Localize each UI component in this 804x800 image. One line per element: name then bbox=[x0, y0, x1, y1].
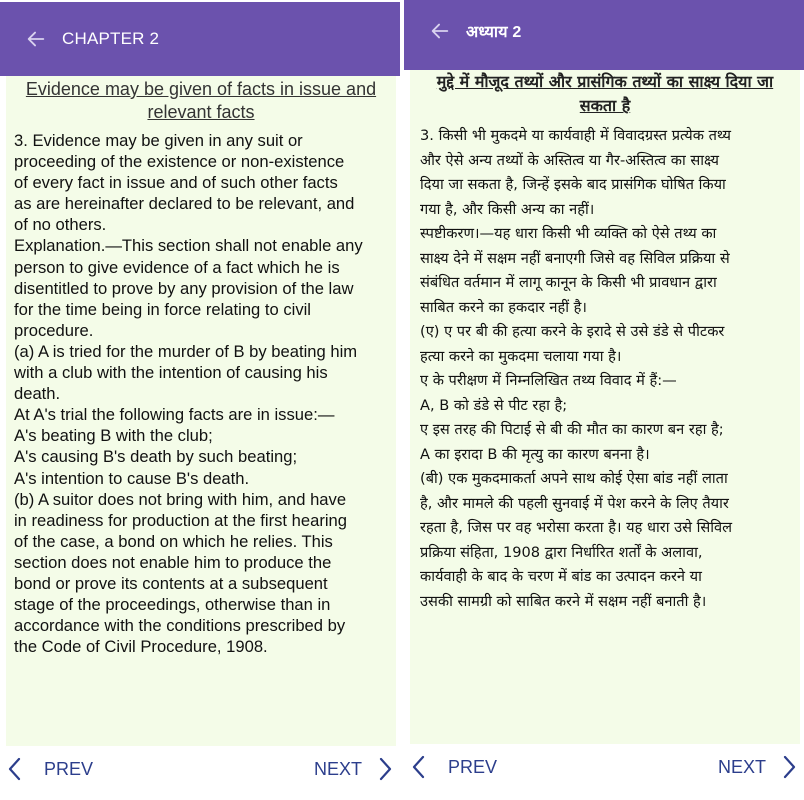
next-button[interactable] bbox=[718, 754, 798, 780]
back-button[interactable] bbox=[418, 9, 462, 53]
page-title: CHAPTER 2 bbox=[62, 29, 160, 48]
app-bar bbox=[0, 2, 400, 76]
next-label: NEXT bbox=[717, 756, 766, 777]
english-screen bbox=[0, 0, 400, 800]
section-heading: मुद्दे में मौजूद तथ्यों और प्रासंगिक तथ्यों का साक्ष्य दिया जा सकता है bbox=[436, 72, 774, 115]
back-button[interactable] bbox=[14, 17, 58, 61]
chevron-left-icon bbox=[410, 754, 428, 780]
chapter-content[interactable] bbox=[410, 70, 800, 744]
prev-label: PREV bbox=[44, 758, 94, 779]
prev-button[interactable] bbox=[6, 756, 93, 782]
bottom-navigation bbox=[404, 744, 804, 790]
section-text: 3. Evidence may be given in any suit or proceeding of the existence or non-existence of every fact in issue and of such other facts as are hereinafter declared to be relevant, and of no others. Explanation.—This section shall not enable any person to give evidence of a fact which he is disentitled to prove by any provision of the law for the time being in force relating to civil procedure. (a) A is tried for the murder of B by beating him with a club with the intention of causing his death. At A's trial the following facts are in issue:— A's beating B with the club; A's causing B's death by such beating; A's intention to cause B's death. (b) A suitor does not bring with him, and have in readiness for production at the first hearing of the case, a bond on which he relies. This section does not enable him to produce the bond or prove its contents at a subsequent stage of the proceedings, otherwise than in accordance with the conditions prescribed by the Code of Civil Procedure, 1908. bbox=[14, 131, 363, 657]
hindi-screen bbox=[404, 0, 804, 800]
section-heading: Evidence may be given of facts in issue and relevant facts bbox=[25, 79, 377, 122]
arrow-left-icon bbox=[25, 28, 47, 50]
chapter-content[interactable] bbox=[6, 76, 396, 746]
next-label: NEXT bbox=[313, 758, 362, 779]
prev-label: PREV bbox=[448, 756, 498, 777]
bottom-navigation bbox=[0, 746, 400, 792]
chevron-right-icon bbox=[780, 754, 798, 780]
next-button[interactable] bbox=[314, 756, 394, 782]
chevron-right-icon bbox=[376, 756, 394, 782]
chevron-left-icon bbox=[6, 756, 24, 782]
app-bar bbox=[404, 0, 804, 70]
arrow-left-icon bbox=[429, 20, 451, 42]
page-title: अध्याय 2 bbox=[466, 24, 522, 41]
prev-button[interactable] bbox=[410, 754, 497, 780]
section-text: 3. किसी भी मुकदमे या कार्यवाही में विवादग्रस्त प्रत्येक तथ्य और ऐसे अन्य तथ्यों के अस्तित्व या गैर-अस्तित्व का साक्ष्य दिया जा सकता है, जिन्हें इसके बाद प्रासंगिक घोषित किया गया है, और किसी अन्य का नहीं। स्पष्टीकरण।—यह धारा किसी भी व्यक्ति को ऐसे तथ्य का साक्ष्य देने में सक्षम नहीं बनाएगी जिसे वह सिविल प्रक्रिया से संबंधित वर्तमान में लागू कानून के किसी भी प्रावधान द्वारा साबित करने का हकदार नहीं है। (ए) ए पर बी की हत्या करने के इरादे से उसे डंडे से पीटकर हत्या करने का मुकदमा चलाया गया है। ए के परीक्षण में निम्नलिखित तथ्य विवाद में हैं:— A, B को डंडे से पीट रहा है; ए इस तरह की पिटाई से बी की मौत का कारण बन रहा है; A का इरादा B की मृत्यु का कारण बनना है। (बी) एक मुकदमाकर्ता अपने साथ कोई ऐसा बांड नहीं लाता है, और मामले की पहली सुनवाई में पेश करने के लिए तैयार रहता है, जिस पर वह भरोसा करता है। यह धारा उसे सिविल प्रक्रिया संहिता, 1908 द्वारा निर्धारित शर्तों के अलावा, कार्यवाही के बाद के चरण में बांड का उत्पादन करने या उसकी सामग्री को साबित करने में सक्षम नहीं बनाती है। bbox=[420, 127, 733, 610]
